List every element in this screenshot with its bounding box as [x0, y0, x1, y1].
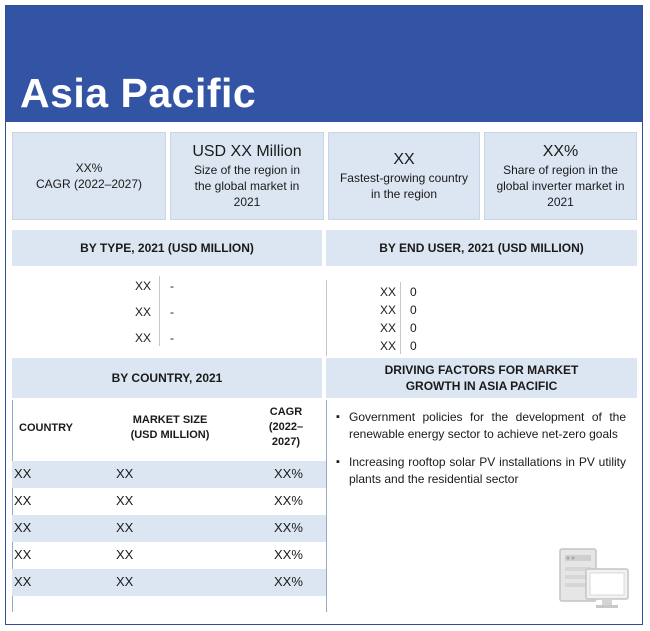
country-cell: XX — [14, 574, 32, 589]
stat-fastest-country-label: Fastest-growing country in the region — [339, 171, 469, 201]
by-type-value-3: - — [170, 331, 174, 345]
by-end-user-left-divider — [326, 280, 327, 356]
table-row — [12, 542, 326, 569]
country-cell: XX — [14, 520, 32, 535]
table-row — [12, 461, 326, 488]
by-type-label-1: XX — [135, 279, 152, 293]
region-header — [6, 6, 642, 122]
stat-market-size-value: USD XX Million — [192, 143, 302, 160]
stat-cagr-value: XX% — [75, 161, 103, 175]
country-cell: XX — [14, 547, 32, 562]
cagr-col-header: CAGR (2022–2027) — [268, 406, 304, 448]
country-cell: XX — [14, 466, 32, 481]
cagr-cell: XX% — [274, 520, 303, 535]
driver-item-2 — [336, 454, 626, 488]
stat-fastest-country — [328, 132, 480, 220]
by-end-user-label-2: XX — [380, 303, 397, 317]
by-end-user-label-3: XX — [380, 321, 397, 335]
by-end-user-value-2: 0 — [410, 303, 417, 317]
cagr-cell: XX% — [274, 574, 303, 589]
country-cell: XX — [14, 493, 32, 508]
by-type-label-2: XX — [135, 305, 152, 319]
by-type-divider — [159, 276, 160, 346]
stat-region-share-value: XX% — [542, 143, 579, 160]
by-end-user-value-4: 0 — [410, 339, 417, 353]
cagr-cell: XX% — [274, 547, 303, 562]
by-type-value-1: - — [170, 279, 174, 293]
by-type-header: BY TYPE, 2021 (USD MILLION) — [12, 230, 322, 266]
market-size-col-header: MARKET SIZE (USD MILLION) — [130, 414, 210, 441]
stat-cagr-label: CAGR (2022–2027) — [35, 177, 143, 191]
by-end-user-label-1: XX — [380, 285, 397, 299]
driver-item-1 — [336, 409, 626, 443]
square-bullet-icon: ▪ — [336, 456, 340, 468]
table-row — [12, 488, 326, 515]
by-end-user-label-4: XX — [380, 339, 397, 353]
by-end-user-divider — [400, 282, 401, 354]
by-type-label-3: XX — [135, 331, 152, 345]
market-size-cell: XX — [116, 547, 134, 562]
driver-text-1: Government policies for the development of the renewable energy sector to achieve net-zero goals — [349, 410, 626, 441]
stat-fastest-country-value: XX — [393, 151, 415, 168]
stat-market-size-label: Size of the region in the global market in 2021 — [193, 163, 301, 209]
square-bullet-icon: ▪ — [336, 411, 340, 423]
market-size-cell: XX — [116, 574, 134, 589]
page-title: Asia Pacific — [20, 70, 257, 116]
country-table-right-border — [326, 400, 327, 612]
by-end-user-value-3: 0 — [410, 321, 417, 335]
drivers-header: DRIVING FACTORS FOR MARKET GROWTH IN ASIA PACIFIC — [326, 358, 637, 398]
stat-region-share — [484, 132, 637, 220]
stat-region-share-label: Share of region in the global inverter market in 2021 — [496, 163, 625, 209]
by-end-user-value-1: 0 — [410, 285, 417, 299]
stat-cagr — [12, 132, 166, 220]
by-type-value-2: - — [170, 305, 174, 319]
server-monitor-icon — [556, 545, 632, 613]
stat-market-size — [170, 132, 324, 220]
table-row — [12, 515, 326, 542]
cagr-cell: XX% — [274, 466, 303, 481]
driver-text-2: Increasing rooftop solar PV installations in PV utility plants and the residential sector — [349, 455, 626, 486]
country-col-header: COUNTRY — [19, 422, 73, 434]
market-size-cell: XX — [116, 466, 134, 481]
market-size-cell: XX — [116, 493, 134, 508]
by-end-user-header: BY END USER, 2021 (USD MILLION) — [326, 230, 637, 266]
by-country-header: BY COUNTRY, 2021 — [12, 358, 322, 398]
cagr-cell: XX% — [274, 493, 303, 508]
table-row — [12, 569, 326, 596]
market-size-cell: XX — [116, 520, 134, 535]
